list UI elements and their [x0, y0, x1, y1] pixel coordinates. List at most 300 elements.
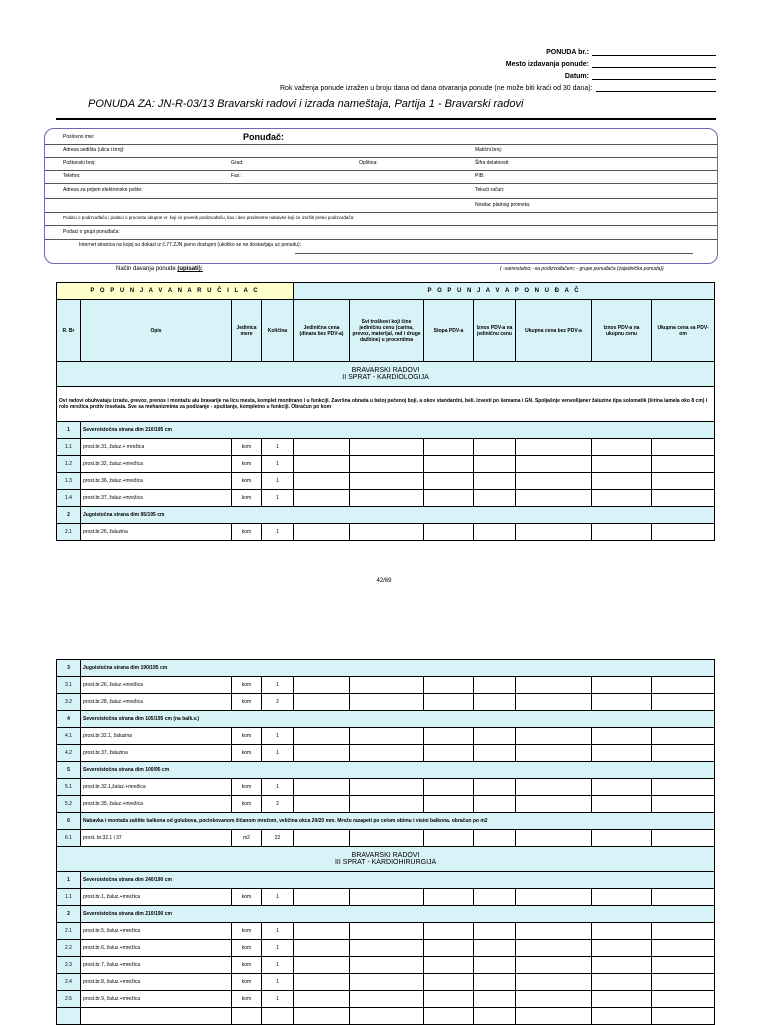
costs-percent-cell[interactable] [350, 456, 424, 473]
col-unit: Jedinica mere [232, 300, 262, 362]
vat-unit-cell[interactable] [474, 779, 516, 796]
row-divider [45, 157, 717, 158]
unit-price-cell[interactable] [294, 779, 350, 796]
section-title: BRAVARSKI RADOVI [351, 852, 420, 859]
ponuda-number-line [280, 47, 716, 56]
vat-unit-cell[interactable] [474, 456, 516, 473]
item-quantity: 1 [262, 677, 294, 694]
vat-unit-cell[interactable] [474, 1008, 516, 1025]
unit-price-cell[interactable] [294, 490, 350, 507]
item-unit: m2 [232, 830, 262, 847]
total-no-vat-cell[interactable] [516, 745, 592, 762]
unit-price-cell[interactable] [294, 889, 350, 906]
vat-unit-cell[interactable] [474, 439, 516, 456]
total-no-vat-cell[interactable] [516, 779, 592, 796]
total-with-vat-cell[interactable] [652, 694, 715, 711]
item-unit: kom [232, 796, 262, 813]
vat-total-cell[interactable] [592, 830, 652, 847]
vat-rate-cell[interactable] [424, 957, 474, 974]
costs-percent-cell[interactable] [350, 779, 424, 796]
vat-total-cell[interactable] [592, 923, 652, 940]
total-no-vat-cell[interactable] [516, 889, 592, 906]
item-description: prost. br.32.1 i 37 [81, 830, 232, 847]
item-row [57, 728, 715, 745]
business-name-label: Poslovno ime: [63, 134, 95, 140]
vat-unit-cell[interactable] [474, 490, 516, 507]
total-with-vat-cell[interactable] [652, 473, 715, 490]
item-unit: kom [232, 974, 262, 991]
registration-number-label: Matični broj: [475, 147, 502, 153]
item-row [57, 1008, 715, 1025]
vat-unit-cell[interactable] [474, 796, 516, 813]
vat-unit-cell[interactable] [474, 991, 516, 1008]
item-description: prost.br.32, žaluz.+mrežica [81, 456, 232, 473]
unit-price-cell[interactable] [294, 923, 350, 940]
item-number: 2.3 [57, 957, 81, 974]
place-line [280, 59, 716, 68]
costs-percent-cell[interactable] [350, 974, 424, 991]
vat-unit-cell[interactable] [474, 974, 516, 991]
total-no-vat-cell[interactable] [516, 796, 592, 813]
item-number: 5.1 [57, 779, 81, 796]
group-number: 4 [57, 711, 81, 728]
vat-rate-cell[interactable] [424, 490, 474, 507]
total-no-vat-cell[interactable] [516, 524, 592, 541]
bid-mode-label: Način davanja ponude [116, 266, 176, 272]
item-unit: kom [232, 957, 262, 974]
unit-price-cell[interactable] [294, 694, 350, 711]
section-row [57, 847, 715, 872]
group-number: 1 [57, 422, 81, 439]
phone-label: Telefon: [63, 173, 81, 179]
group-row [57, 906, 715, 923]
total-with-vat-cell[interactable] [652, 779, 715, 796]
item-row [57, 974, 715, 991]
item-unit: kom [232, 694, 262, 711]
unit-price-cell[interactable] [294, 439, 350, 456]
unit-price-cell[interactable] [294, 728, 350, 745]
item-row [57, 677, 715, 694]
item-unit: kom [232, 889, 262, 906]
total-with-vat-cell[interactable] [652, 745, 715, 762]
row-divider [45, 198, 717, 199]
item-row [57, 439, 715, 456]
total-with-vat-cell[interactable] [652, 940, 715, 957]
col-rbr: R. Br [57, 300, 81, 362]
item-unit: kom [232, 779, 262, 796]
total-no-vat-cell[interactable] [516, 456, 592, 473]
vat-total-cell[interactable] [592, 796, 652, 813]
section-row [57, 362, 715, 387]
validity-line [280, 83, 716, 92]
item-number: 3.1 [57, 677, 81, 694]
costs-percent-cell[interactable] [350, 728, 424, 745]
costs-percent-cell[interactable] [350, 940, 424, 957]
municipality-label: Opština: [359, 160, 378, 166]
client-fills-header: P O P U N J A V A N A R U Č I L A C [57, 283, 294, 300]
col-costs-percent: Svi troškovi koji čine jediničnu cenu (carina, prevoz, materijal, rad i druge dažbine) u procentima [350, 300, 424, 362]
bidder-info-box [44, 128, 718, 264]
title-divider [56, 118, 716, 120]
group-row [57, 762, 715, 779]
vat-rate-cell[interactable] [424, 991, 474, 1008]
costs-percent-cell[interactable] [350, 991, 424, 1008]
total-no-vat-cell[interactable] [516, 1008, 592, 1025]
vat-total-cell[interactable] [592, 940, 652, 957]
costs-percent-cell[interactable] [350, 923, 424, 940]
item-row [57, 745, 715, 762]
vat-rate-cell[interactable] [424, 923, 474, 940]
vat-total-cell[interactable] [592, 745, 652, 762]
item-number: 1.1 [57, 439, 81, 456]
total-with-vat-cell[interactable] [652, 490, 715, 507]
total-no-vat-cell[interactable] [516, 991, 592, 1008]
total-no-vat-cell[interactable] [516, 677, 592, 694]
activity-code-label: Šifra delatnosti: [475, 160, 510, 166]
costs-percent-cell[interactable] [350, 490, 424, 507]
unit-price-cell[interactable] [294, 456, 350, 473]
date-line [280, 71, 716, 80]
group-title: Severoistočna strana dim 100/95 cm [81, 762, 715, 779]
vat-total-cell[interactable] [592, 889, 652, 906]
vat-unit-cell[interactable] [474, 728, 516, 745]
item-quantity: 1 [262, 728, 294, 745]
total-with-vat-cell[interactable] [652, 677, 715, 694]
item-description: prost.br.37, žaluzina [81, 745, 232, 762]
item-description: prost.br.32.1, žaluzina [81, 728, 232, 745]
costs-percent-cell[interactable] [350, 694, 424, 711]
group-number: 3 [57, 660, 81, 677]
item-description: prost.br.32.1,žaluz.+mrežica [81, 779, 232, 796]
date-field[interactable] [592, 71, 716, 80]
item-unit: kom [232, 490, 262, 507]
item-unit [232, 1008, 262, 1025]
group-title: Severoistočna strana dim 210/195 cm [81, 422, 715, 439]
vat-rate-cell[interactable] [424, 694, 474, 711]
vat-unit-cell[interactable] [474, 524, 516, 541]
group-title: Severoistočna strana dim 210/190 cm [81, 906, 715, 923]
item-number: 2.5 [57, 991, 81, 1008]
item-description: prost.br.8, žaluz.+mrežica [81, 974, 232, 991]
unit-price-cell[interactable] [294, 974, 350, 991]
unit-price-cell[interactable] [294, 473, 350, 490]
vat-total-cell[interactable] [592, 439, 652, 456]
row-divider [45, 170, 717, 171]
subcontractor-label: Podaci o podizvođaču i podaci o procentu ukupne vr. koji će poveriti podizvođaču, kao i deo predmetne nabavke koji će izvršiti preko podizvođača: [63, 215, 355, 220]
item-number: 1.1 [57, 889, 81, 906]
costs-percent-cell[interactable] [350, 830, 424, 847]
item-row [57, 524, 715, 541]
item-number: 3.2 [57, 694, 81, 711]
item-unit: kom [232, 745, 262, 762]
vat-total-cell[interactable] [592, 728, 652, 745]
total-with-vat-cell[interactable] [652, 439, 715, 456]
col-vat-unit: Iznos PDV-a na jediničnu cenu [474, 300, 516, 362]
item-number: 5.2 [57, 796, 81, 813]
item-number: 6.1 [57, 830, 81, 847]
vat-unit-cell[interactable] [474, 889, 516, 906]
item-quantity: 1 [262, 974, 294, 991]
item-description: prost.br.7, žaluz.+mrežica [81, 957, 232, 974]
item-row [57, 490, 715, 507]
page-number: 42/69 [376, 578, 392, 584]
costs-percent-cell[interactable] [350, 957, 424, 974]
section-subtitle: II SPRAT - KARDIOLOGIJA [342, 374, 429, 381]
total-no-vat-cell[interactable] [516, 728, 592, 745]
column-header-row [57, 300, 715, 362]
item-row [57, 957, 715, 974]
place-label: Mesto izdavanja ponude: [505, 61, 589, 68]
vat-total-cell[interactable] [592, 991, 652, 1008]
item-number [57, 1008, 81, 1025]
costs-percent-cell[interactable] [350, 473, 424, 490]
item-quantity: 1 [262, 524, 294, 541]
total-no-vat-cell[interactable] [516, 490, 592, 507]
vat-rate-cell[interactable] [424, 728, 474, 745]
fax-label: Fax: [231, 173, 241, 179]
total-no-vat-cell[interactable] [516, 473, 592, 490]
vat-total-cell[interactable] [592, 456, 652, 473]
bid-mode-options: ( -samostalno; -sa podizvođačem; - grupe ponuđača (zajednička ponuda)) [500, 266, 664, 272]
item-description: prost.br.5, žaluz.+mrežica [81, 923, 232, 940]
vat-total-cell[interactable] [592, 694, 652, 711]
total-with-vat-cell[interactable] [652, 524, 715, 541]
vat-rate-cell[interactable] [424, 779, 474, 796]
item-quantity: 1 [262, 473, 294, 490]
group-label: Podaci o grupi ponuđača: [63, 229, 120, 235]
unit-price-cell[interactable] [294, 796, 350, 813]
group-title: Jugoistočna strana dim 190/195 cm [81, 660, 715, 677]
vat-rate-cell[interactable] [424, 524, 474, 541]
total-with-vat-cell[interactable] [652, 728, 715, 745]
item-quantity: 1 [262, 745, 294, 762]
website-field[interactable] [295, 253, 693, 254]
vat-rate-cell[interactable] [424, 456, 474, 473]
item-unit: kom [232, 728, 262, 745]
item-description: prost.br.36, žaluz.+mrežica [81, 473, 232, 490]
bidder-fills-header: P O P U N J A V A P O N U Đ A Č [294, 283, 715, 300]
vat-rate-cell[interactable] [424, 940, 474, 957]
total-with-vat-cell[interactable] [652, 957, 715, 974]
vat-unit-cell[interactable] [474, 957, 516, 974]
item-quantity: 1 [262, 923, 294, 940]
city-label: Grad: [231, 160, 244, 166]
group-title: Severoistočna strana dim 105/195 cm (na balk.v.) [81, 711, 715, 728]
group-row [57, 507, 715, 524]
vat-unit-cell[interactable] [474, 830, 516, 847]
item-description: prost.br.26, žaluz.+mrežica [81, 677, 232, 694]
item-row [57, 779, 715, 796]
item-number: 2.1 [57, 524, 81, 541]
costs-percent-cell[interactable] [350, 796, 424, 813]
pib-label: PIB: [475, 173, 485, 179]
group-row [57, 872, 715, 889]
item-row [57, 456, 715, 473]
item-unit: kom [232, 439, 262, 456]
total-with-vat-cell[interactable] [652, 974, 715, 991]
row-divider [45, 239, 717, 240]
group-number: 2 [57, 906, 81, 923]
total-no-vat-cell[interactable] [516, 923, 592, 940]
item-quantity: 1 [262, 439, 294, 456]
vat-total-cell[interactable] [592, 490, 652, 507]
total-with-vat-cell[interactable] [652, 889, 715, 906]
vat-total-cell[interactable] [592, 677, 652, 694]
section-heading [57, 847, 715, 872]
item-quantity: 1 [262, 779, 294, 796]
item-row [57, 940, 715, 957]
total-no-vat-cell[interactable] [516, 830, 592, 847]
row-divider [45, 225, 717, 226]
total-no-vat-cell[interactable] [516, 940, 592, 957]
unit-price-cell[interactable] [294, 524, 350, 541]
total-with-vat-cell[interactable] [652, 1008, 715, 1025]
costs-percent-cell[interactable] [350, 1008, 424, 1025]
place-field[interactable] [592, 59, 716, 68]
item-description: prost.br.28, žaluz.+mrežica [81, 694, 232, 711]
group-row [57, 813, 715, 830]
description-row [57, 387, 715, 422]
group-number: 2 [57, 507, 81, 524]
item-quantity: 1 [262, 456, 294, 473]
item-description: prost.br.26, žaluzina [81, 524, 232, 541]
col-description: Opis [81, 300, 232, 362]
total-no-vat-cell[interactable] [516, 974, 592, 991]
date-label: Datum: [564, 73, 589, 80]
row-divider [45, 212, 717, 213]
group-title: Nabavka i montaža zaštite balkona od golubova, pocinkovanom žičanom mrežom, veličina okca 20/20 mm. Mrežu razapeti po celom obimu i visini balkona. obračun po m2 [81, 813, 715, 830]
item-quantity: 22 [262, 830, 294, 847]
vat-unit-cell[interactable] [474, 473, 516, 490]
item-number: 4.1 [57, 728, 81, 745]
document-title: PONUDA ZA: JN-R-03/13 Bravarski radovi i izrada nameštaja, Partija 1 - Bravarski radovi [88, 98, 524, 110]
unit-price-cell[interactable] [294, 940, 350, 957]
item-description: prost.br.1, žaluz.+mrežica [81, 889, 232, 906]
row-divider [45, 144, 717, 145]
vat-total-cell[interactable] [592, 524, 652, 541]
total-no-vat-cell[interactable] [516, 439, 592, 456]
vat-rate-cell[interactable] [424, 796, 474, 813]
unit-price-cell[interactable] [294, 745, 350, 762]
vat-unit-cell[interactable] [474, 923, 516, 940]
group-title: Severoistočna strana dim 240/190 cm [81, 872, 715, 889]
item-unit: kom [232, 923, 262, 940]
section-heading [57, 362, 715, 387]
unit-price-cell[interactable] [294, 677, 350, 694]
price-table-page-2 [56, 659, 715, 1025]
item-quantity [262, 1008, 294, 1025]
group-title: Jugoistočna strana dim 95/195 cm [81, 507, 715, 524]
vat-rate-cell[interactable] [424, 745, 474, 762]
vat-rate-cell[interactable] [424, 473, 474, 490]
item-quantity: 1 [262, 991, 294, 1008]
item-number: 4.2 [57, 745, 81, 762]
col-unit-price: Jedinična cena (dinara bez PDV-a) [294, 300, 350, 362]
item-row [57, 796, 715, 813]
vat-rate-cell[interactable] [424, 974, 474, 991]
costs-percent-cell[interactable] [350, 524, 424, 541]
unit-price-cell[interactable] [294, 957, 350, 974]
vat-rate-cell[interactable] [424, 1008, 474, 1025]
item-number: 1.3 [57, 473, 81, 490]
unit-price-cell[interactable] [294, 830, 350, 847]
unit-price-cell[interactable] [294, 991, 350, 1008]
col-total-with-vat: Ukupna cena sa PDV-om [652, 300, 715, 362]
item-description: prost.br.35, žaluz.+mrežica [81, 796, 232, 813]
total-no-vat-cell[interactable] [516, 957, 592, 974]
total-with-vat-cell[interactable] [652, 830, 715, 847]
row-divider [45, 183, 717, 184]
item-number: 1.4 [57, 490, 81, 507]
total-with-vat-cell[interactable] [652, 923, 715, 940]
item-unit: kom [232, 456, 262, 473]
item-quantity: 1 [262, 889, 294, 906]
item-unit: kom [232, 940, 262, 957]
validity-field[interactable] [596, 83, 717, 92]
item-quantity: 2 [262, 796, 294, 813]
costs-percent-cell[interactable] [350, 677, 424, 694]
vat-rate-cell[interactable] [424, 439, 474, 456]
vat-total-cell[interactable] [592, 779, 652, 796]
vat-unit-cell[interactable] [474, 694, 516, 711]
costs-percent-cell[interactable] [350, 745, 424, 762]
col-vat-total: Iznos PDV-a na ukupnu cenu [592, 300, 652, 362]
bidder-heading: Ponuđač: [243, 132, 285, 142]
costs-percent-cell[interactable] [350, 439, 424, 456]
section-title: BRAVARSKI RADOVI [351, 367, 420, 374]
vat-unit-cell[interactable] [474, 745, 516, 762]
validity-label: Rok važenja ponude izražen u broju dana od dana otvaranja ponude (ne može biti kraći od 30 dana): [280, 85, 593, 92]
item-number: 2.1 [57, 923, 81, 940]
unit-price-cell[interactable] [294, 1008, 350, 1025]
vat-unit-cell[interactable] [474, 677, 516, 694]
item-unit: kom [232, 473, 262, 490]
account-label: Tekući račun: [475, 187, 505, 193]
col-quantity: Količina [262, 300, 294, 362]
total-with-vat-cell[interactable] [652, 796, 715, 813]
item-row [57, 991, 715, 1008]
vat-total-cell[interactable] [592, 473, 652, 490]
item-quantity: 1 [262, 940, 294, 957]
payment-holder-label: Nosilac platnog prometa: [475, 202, 531, 208]
vat-rate-cell[interactable] [424, 830, 474, 847]
email-label: Adresa za prijem elektronske pošte: [63, 187, 143, 193]
vat-unit-cell[interactable] [474, 940, 516, 957]
address-label: Adresa sedišta (ulica i broj): [63, 147, 125, 153]
costs-percent-cell[interactable] [350, 889, 424, 906]
group-number: 1 [57, 872, 81, 889]
item-unit: kom [232, 991, 262, 1008]
group-row [57, 711, 715, 728]
vat-total-cell[interactable] [592, 957, 652, 974]
website-label: Internet stranica na kojoj su dokazi iz č.77.ZJN javno dostupni (ukoliko se ne dostavljaju uz ponudu): [79, 242, 302, 248]
bid-mode-line [116, 266, 203, 272]
item-unit: kom [232, 677, 262, 694]
vat-rate-cell[interactable] [424, 889, 474, 906]
price-table-page-1 [56, 282, 715, 541]
ponuda-number-field[interactable] [592, 47, 716, 56]
col-total-no-vat: Ukupna cena bez PDV-a [516, 300, 592, 362]
vat-rate-cell[interactable] [424, 677, 474, 694]
total-with-vat-cell[interactable] [652, 991, 715, 1008]
item-number: 2.4 [57, 974, 81, 991]
vat-total-cell[interactable] [592, 1008, 652, 1025]
total-no-vat-cell[interactable] [516, 694, 592, 711]
work-description: Ovi radovi obuhvataju izradu, prevoz, prenos i montažu alu bravarije na licu mesta, komplet montirano i u funkciji. Završna obrada u beloj pečenoj boji, a okov standardni, beli. Izvesti po šemama i GN. Spoljašnje veneolijaner žaluzine tipa solomatik (širina lamela oko 8 cm) i rolo mrežica protiv insekata. Sve sa mehanizmima za podizanje - spuštanje, kompletno u funkciji. Obračun po kom [57, 387, 715, 422]
item-row [57, 889, 715, 906]
vat-total-cell[interactable] [592, 974, 652, 991]
total-with-vat-cell[interactable] [652, 456, 715, 473]
